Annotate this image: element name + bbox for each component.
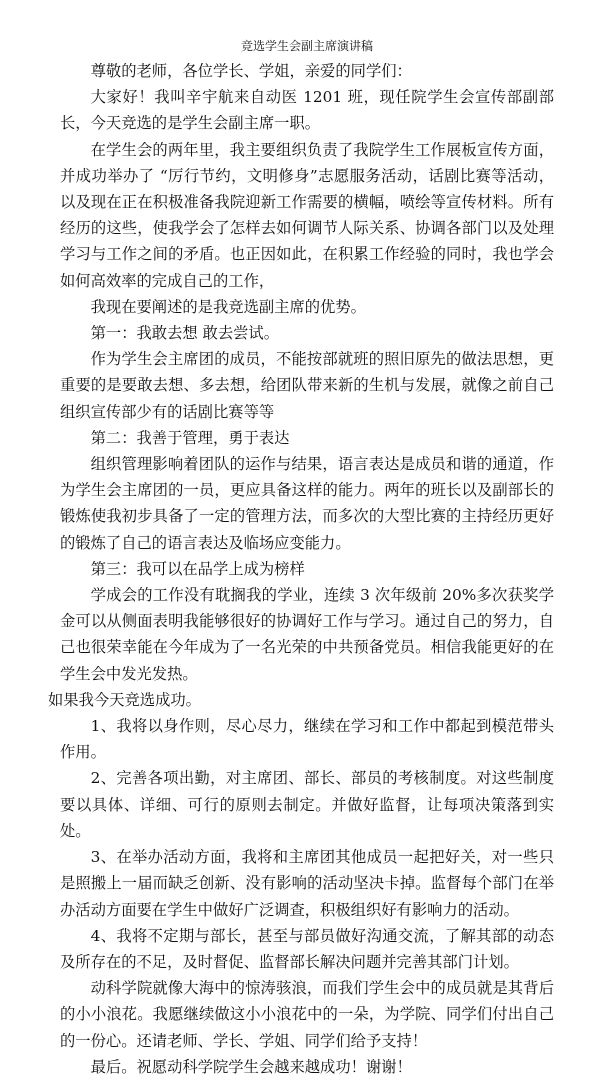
paragraph-intro: 大家好！我叫辛宇航来自动医 1201 班，现任院学生会宣传部副部长，今天竞选的是学生会副主席一职。	[60, 88, 554, 133]
heading-point-two: 第二：我善于管理，勇于表达	[90, 428, 290, 447]
final-wish: 最后。祝愿动科学院学生会越来越成功！谢谢！	[90, 1057, 412, 1076]
heading-point-three: 第三：我可以在品学上成为榜样	[90, 559, 305, 578]
plan-item-4: 4、我将不定期与部长，甚至与部员做好沟通交流，了解其部的动态及所存在的不足，及时督促、监督部长解决问题并完善其部门计划。	[60, 926, 554, 971]
paragraph-experience: 在学生会的两年里，我主要组织负责了我院学生工作展板宣传方面，并成功举办了 “厉行节约，文明修身”志愿服务活动，话剧比赛等活动，以及现在正在积极准备我院迎新工作需要的横幅，喷绘等宣传材料。所有经历的这些，使我学会了怎样去如何调节人际关系、协调各部门以及处理学习与工作之间的矛盾。也正因如此，在积累工作经验的同时，我也学会如何高效率的完成自己的工作，	[60, 140, 554, 290]
plan-item-1: 1、我将以身作则，尽心尽力，继续在学习和工作中都起到模范带头作用。	[60, 717, 554, 762]
paragraph-point-three: 学成会的工作没有耽搁我的学业，连续 3 次年级前 20%多次获奖学金可以从侧面表明我能够很好的协调好工作与学习。通过自己的努力，自己也很荣幸能在今年成为了一名光荣的中共预备党员。相信我能更好的在学生会中发光发热。	[60, 586, 554, 683]
plan-item-2: 2、完善各项出勤，对主席团、部长、部员的考核制度。对这些制度要以具体、详细、可行的原则去制定。并做好监督，让每项决策落到实处。	[60, 769, 554, 840]
closing-paragraph: 动科学院就像大海中的惊涛骇浪，而我们学生会中的成员就是其背后的小小浪花。我愿继续做这小小浪花中的一朵，为学院、同学们付出自己的一份心。还请老师、学长、学姐、同学们给予支持！	[60, 979, 554, 1050]
plan-item-3: 3、在举办活动方面，我将和主席团其他成员一起把好关，对一些只是照搬上一届而缺乏创新、没有影响的活动坚决卡掉。监督每个部门在举办活动方面要在学生中做好广泛调查，积极组织好有影响力的活动。	[60, 848, 554, 919]
if-elected-line: 如果我今天竞选成功。	[48, 690, 201, 709]
document-title: 竞选学生会副主席演讲稿	[240, 39, 373, 53]
paragraph-point-two: 组织管理影响着团队的运作与结果，语言表达是成员和谐的通道，作为学生会主席团的一员，更应具备这样的能力。两年的班长以及副部长的锻炼使我初步具备了一定的管理方法，而多次的大型比赛的主持经历更好的锻炼了自己的语言表达及临场应变能力。	[60, 455, 554, 552]
greeting-line: 尊敬的老师，各位学长、学姐，亲爱的同学们：	[90, 62, 412, 80]
paragraph-point-one: 作为学生会主席团的成员，不能按部就班的照旧原先的做法思想，更重要的是要敢去想、多去想，给团队带来新的生机与发展，就像之前自己组织宣传部少有的话剧比赛等等	[60, 350, 554, 421]
document-body	[48, 58, 554, 1080]
paragraph-advantages: 我现在要阐述的是我竞选副主席的优势。	[90, 297, 366, 316]
heading-point-one: 第一：我敢去想 敢去尝试。	[90, 324, 280, 343]
